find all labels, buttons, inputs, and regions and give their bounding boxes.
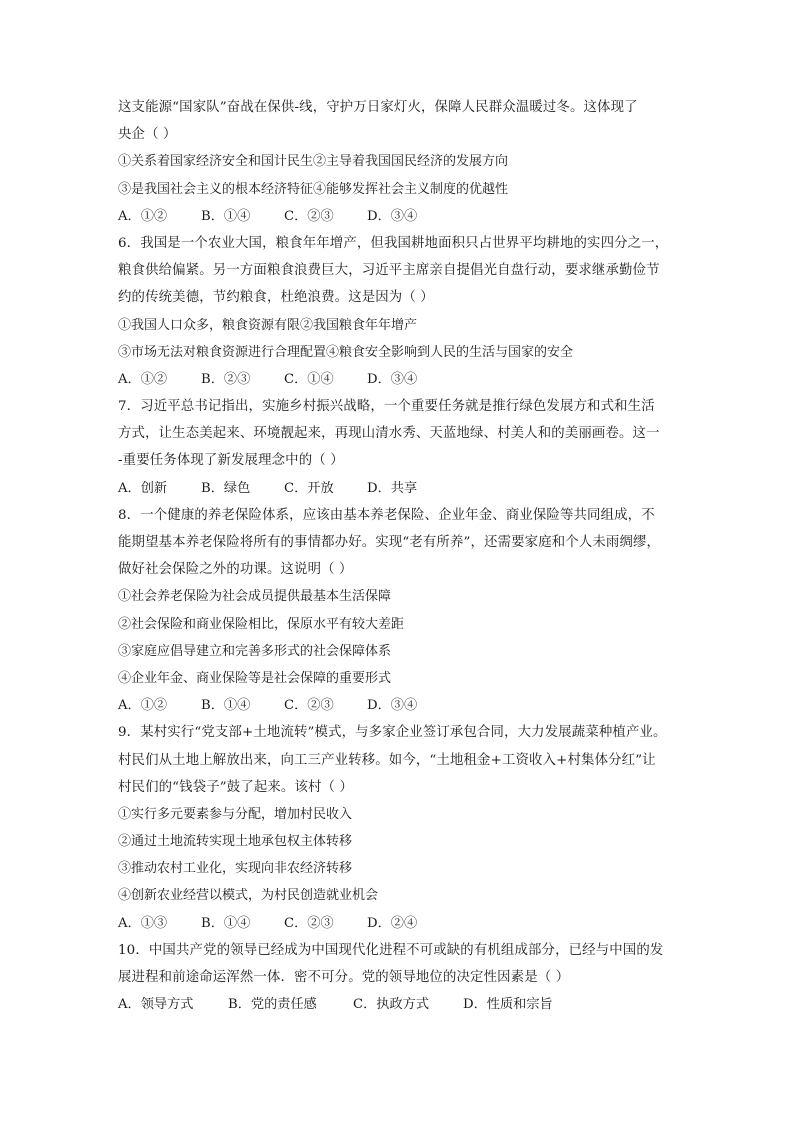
question-stem-line: 这支能源“国家队”奋战在保供-线，守护万日家灯火，保障人民群众温暖过冬。这体现了: [118, 100, 638, 115]
option-a: A．①②: [118, 208, 168, 224]
answer-options: [118, 475, 684, 502]
question-7: [118, 393, 684, 502]
question-stem-line: 展进程和前途命运浑然一体．密不可分。党的领导地位的决定性因素是（ ）: [118, 970, 570, 985]
statement-line: ②社会保险和商业保险相比，保原水平有较大差距: [118, 616, 405, 632]
statement-line: ①实行多元要素参与分配，增加村民收入: [118, 806, 353, 822]
option-a: A．领导方式: [118, 997, 194, 1013]
option-d: D．③④: [367, 208, 418, 224]
question-stem-line: 能期望基本养老保险将所有的事情都办好。实现“老有所养”，还需要家庭和个人未雨绸缪，: [118, 535, 661, 550]
statement-line: ③市场无法对粮食资源进行合理配置④粮食安全影响到人民的生活与国家的安全: [118, 344, 574, 360]
option-c: C．开放: [284, 480, 334, 496]
option-c: C．执政方式: [353, 997, 430, 1013]
option-c: C．②③: [284, 915, 334, 931]
option-b: B．①④: [201, 208, 251, 224]
option-d: D．②④: [367, 915, 418, 931]
option-b: B．②③: [201, 371, 251, 387]
answer-options: [118, 366, 684, 393]
option-c: C．①④: [284, 371, 334, 387]
option-a: A．①③: [118, 915, 168, 931]
question-stem-line: 10．中国共产党的领导已经成为中国现代化进程不可或缺的有机组成部分，已经与中国的发: [118, 942, 664, 958]
statement-line: ④创新农业经营以模式，为村民创造就业机会: [118, 888, 379, 904]
statement-line: ③是我国社会主义的根本经济特征④能够发挥社会主义制度的优越性: [118, 181, 509, 197]
question-stem-line: 村民们从土地上解放出来，向工三产业转移。如今，“土地租金+工资收入+村集体分红”让: [118, 752, 656, 768]
exam-page: [118, 94, 684, 1018]
option-c: C．②③: [284, 698, 334, 714]
statement-line: ①社会养老保险为社会成员提供最基本生活保障: [118, 589, 392, 605]
statement-line: ①我国人口众多，粮食资源有限②我国粮食年年增产: [118, 317, 418, 333]
option-d: D．性质和宗旨: [463, 997, 553, 1013]
option-d: D．共享: [367, 480, 418, 496]
option-d: D．③④: [367, 371, 418, 387]
statement-line: ②通过土地流转实现土地承包权主体转移: [118, 834, 353, 850]
option-d: D．③④: [367, 698, 418, 714]
question-stem-line: 粮食供给偏紧。另一方面粮食浪费巨大，习近平主席亲自提倡光自盘行动，要求继承勤俭节: [118, 263, 660, 279]
question-stem-line: 做好社会保险之外的功课。这说明（ ）: [118, 562, 353, 578]
question-stem-line: 方式，让生态美起来、环境靓起来，再现山清水秀、天蓝地绿、村美人和的美丽画卷。这一: [118, 426, 660, 442]
option-a: A．①②: [118, 371, 168, 387]
question-stem-line: 央企（ ）: [118, 127, 177, 143]
answer-options: [118, 910, 684, 937]
question-5: [118, 94, 684, 230]
question-stem-line: 6．我国是一个农业大国，粮食年年增产，但我国耕地面积只占世界平均耕地的实四分之一，: [118, 235, 669, 251]
question-stem-line: 8．一个健康的养老保险体系，应该由基本养老保险、企业年金、商业保险等共同组成，不: [118, 507, 655, 523]
answer-options: [118, 692, 684, 719]
option-b: B．①④: [201, 915, 251, 931]
answer-options: [118, 991, 684, 1018]
option-b: B．党的责任感: [228, 997, 317, 1013]
statement-line: ①关系着国家经济安全和国计民生②主导着我国国民经济的发展方向: [118, 154, 509, 170]
statement-line: ③推动农村工业化，实现向非农经济转移: [118, 861, 353, 877]
question-stem-line: 村民们的“钱袋子”鼓了起来。该村（ ）: [118, 779, 354, 795]
question-9: [118, 719, 684, 937]
question-6: [118, 230, 684, 393]
question-stem-line: -重要任务体现了新发展理念中的（ ）: [118, 453, 344, 469]
option-a: A．①②: [118, 698, 168, 714]
statement-line: ③家庭应倡导建立和完善多形式的社会保障体系: [118, 643, 392, 659]
answer-options: [118, 203, 684, 230]
question-stem-line: 约的传统美德，节约粮食，杜绝浪费。这是因为（ ）: [118, 290, 434, 306]
option-b: B．绿色: [201, 480, 251, 496]
option-c: C．②③: [284, 208, 334, 224]
question-8: [118, 502, 684, 720]
question-10: [118, 937, 684, 1019]
question-stem-line: 7．习近平总书记指出，实施乡村振兴战略，一个重要任务就是推行绿色发展方和式和生活: [118, 399, 655, 415]
question-stem-line: 9．某村实行“党支部+土地流转”模式，与多家企业签订承包合同，大力发展蔬菜种植产业。: [118, 725, 667, 741]
option-b: B．①④: [201, 698, 251, 714]
statement-line: ④企业年金、商业保险等是社会保障的重要形式: [118, 670, 392, 686]
option-a: A．创新: [118, 480, 168, 496]
